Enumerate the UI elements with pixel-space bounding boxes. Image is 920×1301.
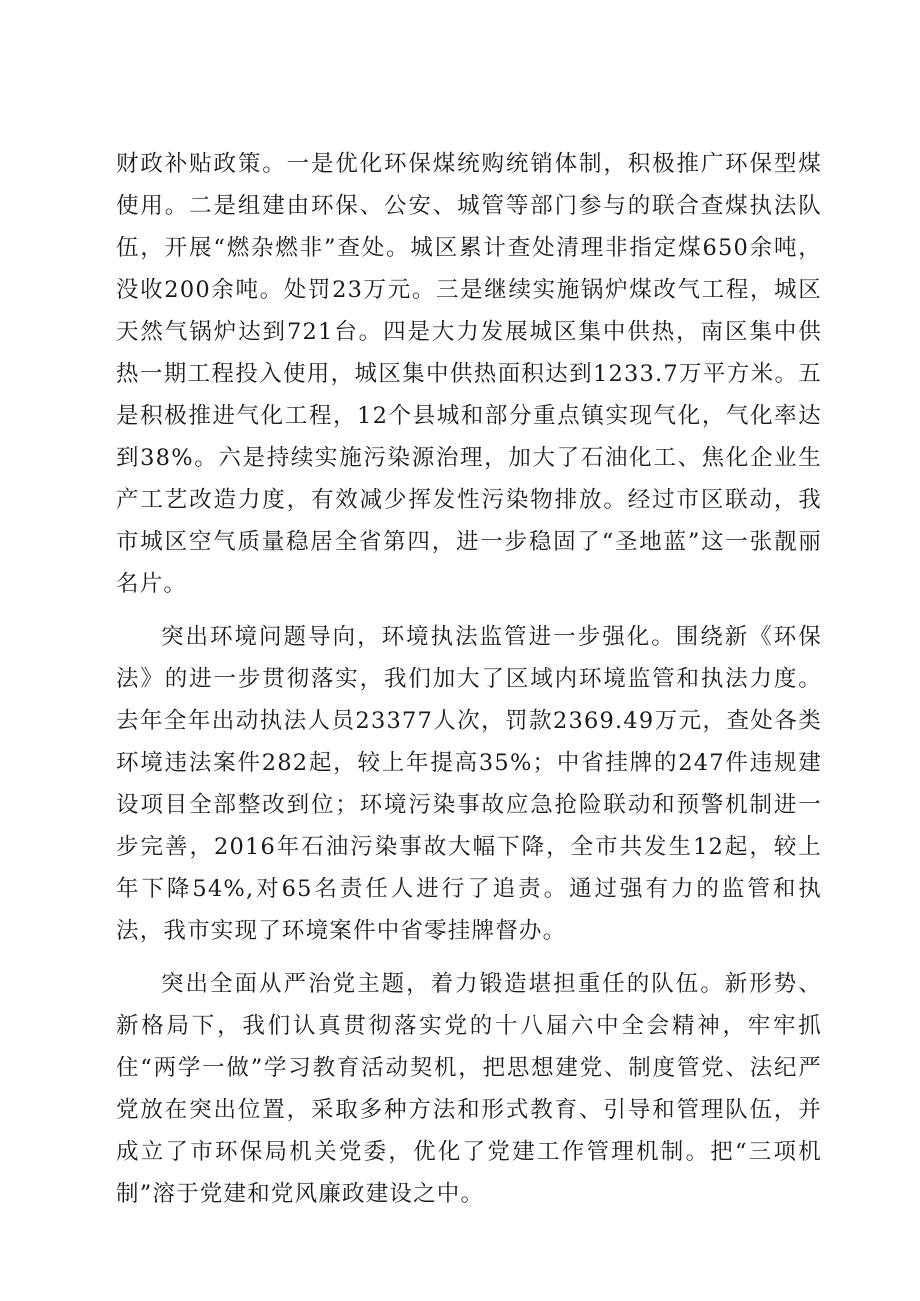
document-body [116,143,822,1226]
paragraph-environmental-enforcement: 突出环境问题导向，环境执法监管进一步强化。围绕新《环保法》的进一步贯彻落实，我们加大了区域内环境监管和执法力度。去年全年出动执法人员23377人次，罚款2369.49万元，查处各类环境违法案件282起，较上年提高35%；中省挂牌的247件违规建设项目全部整改到位；环境污染事故应急抢险联动和预警机制进一步完善，2016年石油污染事故大幅下降，全市共发生12起，较上年下降54%,对65名责任人进行了追责。通过强有力的监管和执法，我市实现了环境案件中省零挂牌督办。 [116,624,822,944]
paragraph-air-quality: 财政补贴政策。一是优化环保煤统购统销体制，积极推广环保型煤使用。二是组建由环保、公安、城管等部门参与的联合查煤执法队伍，开展“燃杂燃非”查处。城区累计查处清理非指定煤650余吨，没收200余吨。处罚23万元。三是继续实施锅炉煤改气工程，城区天然气锅炉达到721台。四是大力发展城区集中供热，南区集中供热一期工程投入使用，城区集中供热面积达到1233.7万平方米。五是积极推进气化工程，12个县城和部分重点镇实现气化，气化率达到38%。六是持续实施污染源治理，加大了石油化工、焦化企业生产工艺改造力度，有效减少挥发性污染物排放。经过市区联动，我市城区空气质量稳居全省第四，进一步稳固了“圣地蓝”这一张靓丽名片。 [116,151,822,597]
paragraph-party-building: 突出全面从严治党主题，着力锻造堪担重任的队伍。新形势、新格局下，我们认真贯彻落实党的十八届六中全会精神，牢牢抓住“两学一做”学习教育活动契机，把思想建党、制度管党、法纪严党放在突出位置，采取多种方法和形式教育、引导和管理队伍，并成立了市环保局机关党委，优化了党建工作管理机制。把“三项机制”溶于党建和党风廉政建设之中。 [116,971,822,1207]
